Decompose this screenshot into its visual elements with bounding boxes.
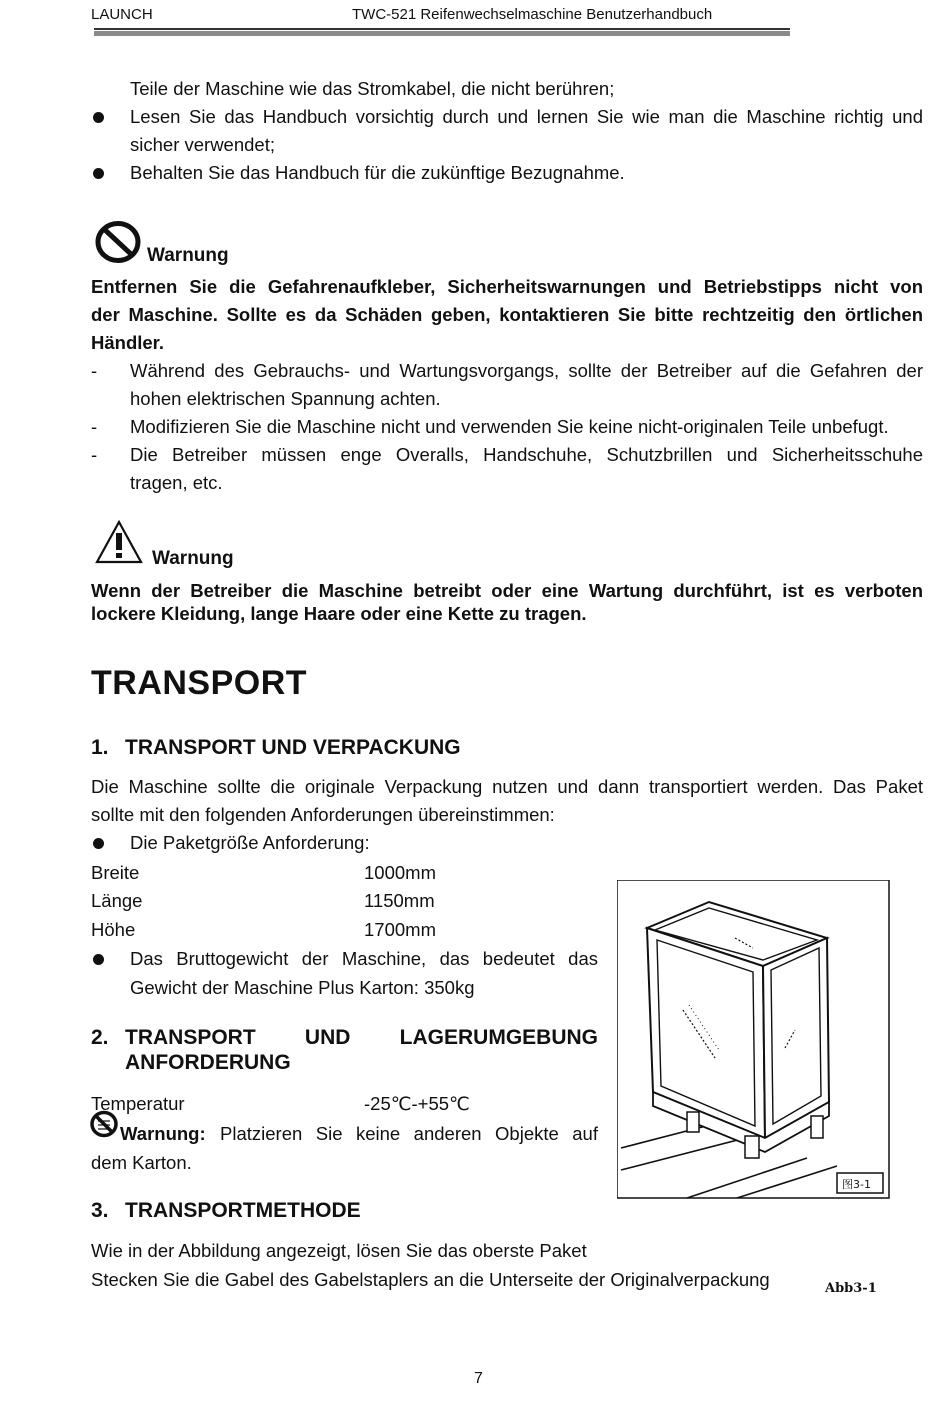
figure-inner-label: 图3-1 [842,1178,871,1191]
dash-marker: - [91,444,98,465]
warning-text: der Maschine. Sollte es da Schäden geben, kontaktieren Sie bitte rechtzeitig den örtlichen [91,304,923,325]
warning-text: Wenn der Betreiber die Maschine betreibt oder eine Wartung durchführt, ist es verboten [91,580,923,601]
temperature-value: -25℃-+55℃ [364,1093,470,1114]
warning-triangle-icon [94,519,144,565]
heading-number: 2. [91,1026,109,1049]
temperature-label: Temperatur [91,1093,185,1114]
paragraph-line: Wie in der Abbildung angezeigt, lösen Sie das oberste Paket [91,1240,587,1261]
dimension-label: Länge [91,890,143,911]
section-title: TRANSPORT [91,664,308,702]
header-left: LAUNCH [91,6,153,23]
paragraph-line: Die Maschine sollte die originale Verpackung nutzen und dann transportiert werden. Das Paket [91,776,923,797]
heading-number: 3. [91,1199,109,1222]
header-title: TWC-521 Reifenwechselmaschine Benutzerhandbuch [352,6,713,23]
warning-inline-text: Platzieren Sie keine anderen Objekte auf [220,1123,598,1144]
warning-text: Händler. [91,332,164,353]
prohibition-icon [90,1110,120,1138]
list-item-line: Während des Gebrauchs- und Wartungsvorgangs, sollte der Betreiber auf die Gefahren der [130,360,923,381]
dash-marker: - [91,360,98,381]
bullet-icon [93,112,104,123]
bullet-text: Gewicht der Maschine Plus Karton: 350kg [130,977,475,998]
dash-marker: - [91,416,98,437]
warning-title: Warnung [152,548,234,569]
list-item-line: tragen, etc. [130,472,223,493]
figure-caption: Abb3-1 [825,1281,877,1296]
bullet-icon [93,954,104,965]
list-item-line: hohen elektrischen Spannung achten. [130,388,441,409]
bullet-text: Das Bruttogewicht der Maschine, das bedeutet das [130,948,598,969]
warning-title: Warnung [147,245,229,266]
heading: ANFORDERUNG [125,1051,291,1074]
page-number: 7 [474,1370,483,1387]
intro-bullet-line: sicher verwendet; [130,134,275,155]
bullet-icon [93,168,104,179]
dimension-value: 1700mm [364,919,436,940]
prohibition-icon [95,220,143,264]
list-item-line: Die Betreiber müssen enge Overalls, Handschuhe, Schutzbrillen und Sicherheitsschuhe [130,444,923,465]
bullet-icon [93,838,104,849]
dimension-label: Höhe [91,919,136,940]
heading-number: 1. [91,736,109,759]
dimension-label: Breite [91,862,140,883]
heading: TRANSPORTMETHODE [125,1199,361,1222]
paragraph-line: sollte mit den folgenden Anforderungen übereinstimmen: [91,804,555,825]
header-rule [94,28,790,30]
heading: TRANSPORT UND VERPACKUNG [125,736,461,759]
header-rule-shadow [94,31,790,36]
heading: TRANSPORT UND LAGERUMGEBUNG [125,1026,598,1049]
bullet-text: Die Paketgröße Anforderung: [130,832,370,853]
intro-bullet-line: Lesen Sie das Handbuch vorsichtig durch und lernen Sie wie man die Maschine richtig und [130,106,923,127]
package-illustration [617,880,890,1200]
dimension-value: 1150mm [364,890,435,911]
intro-line: Teile der Maschine wie das Stromkabel, die nicht berühren; [130,78,615,99]
list-item-line: Modifizieren Sie die Maschine nicht und verwenden Sie keine nicht-originalen Teile unbefugt. [130,416,889,437]
dimension-value: 1000mm [364,862,436,883]
warning-inline-text: dem Karton. [91,1152,192,1173]
warning-inline-title: Warnung: [120,1123,206,1144]
warning-text: Entfernen Sie die Gefahrenaufkleber, Sicherheitswarnungen und Betriebstipps nicht von [91,276,923,297]
warning-text: lockere Kleidung, lange Haare oder eine Kette zu tragen. [91,603,587,624]
intro-bullet-line: Behalten Sie das Handbuch für die zukünftige Bezugnahme. [130,162,625,183]
paragraph-line: Stecken Sie die Gabel des Gabelstaplers an die Unterseite der Originalverpackung [91,1269,770,1290]
